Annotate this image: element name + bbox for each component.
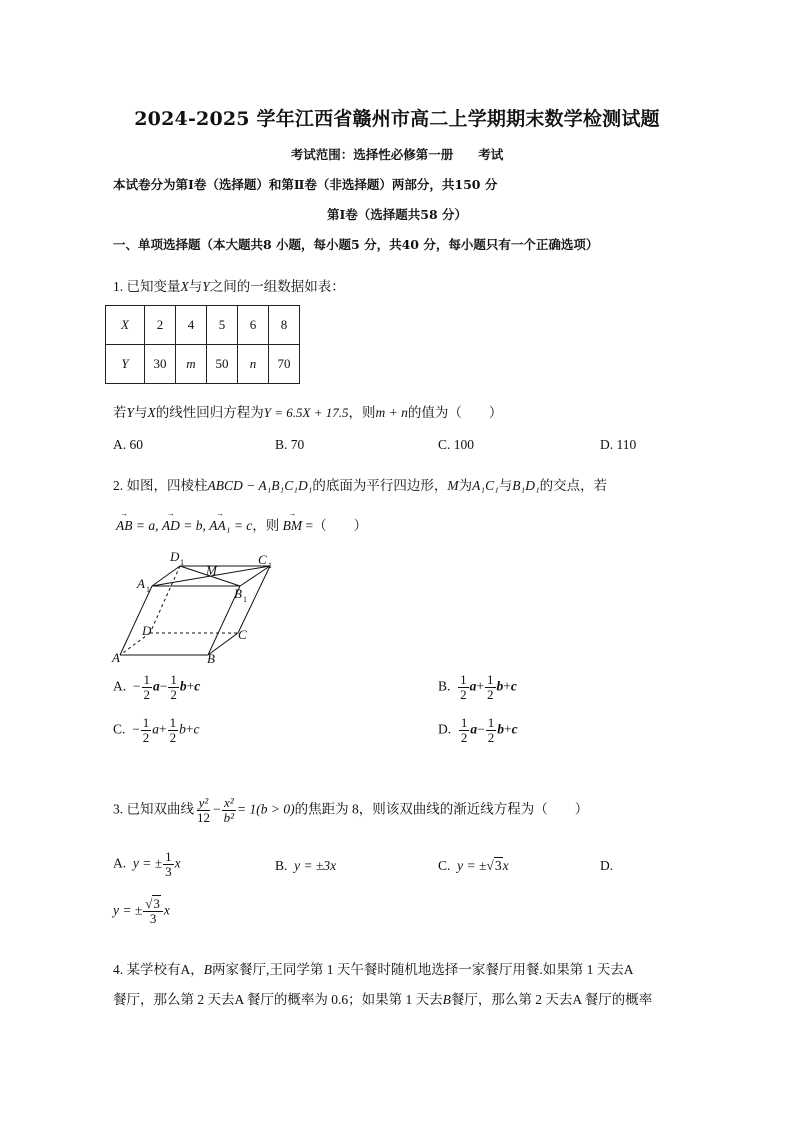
label-a1: A [137, 576, 145, 591]
part1-title: 第Ⅰ卷（选择题共58 分） [326, 207, 468, 222]
q2-option-a[interactable]: A. − $\frac{1}{2}$ a− $\frac{1}{2}$ b+c [113, 672, 201, 702]
label-c: C [238, 627, 247, 642]
q3-option-c[interactable]: C. y = ±√3x [438, 858, 509, 873]
q1-option-d[interactable]: D. 110 [600, 437, 637, 452]
table-cell: 8 [269, 306, 300, 345]
table-cell: 70 [269, 345, 300, 384]
table-cell: X [106, 306, 145, 345]
q1-data-table [105, 305, 300, 384]
label-b1: B [234, 586, 242, 601]
svg-text:1: 1 [180, 558, 184, 567]
q1-option-a[interactable]: A. 60 [113, 437, 143, 452]
q4-stem-line2: 餐厅，那么第 2 天去A 餐厅的概率为 0.6；如果第 1 天去B餐厅，那么第 2 天去A 餐厅的概率 [113, 992, 653, 1007]
q2-option-b[interactable]: B. $\frac{1}{2}$ a+ $\frac{1}{2}$ b+c [438, 672, 517, 702]
table-cell: 6 [238, 306, 269, 345]
q3-option-a[interactable]: A. y = ± $\frac{1}{3}$ x [113, 849, 181, 879]
svg-text:1: 1 [268, 561, 272, 570]
table-cell: n [238, 345, 269, 384]
table-cell: 2 [145, 306, 176, 345]
q1-option-b[interactable]: B. 70 [275, 437, 305, 452]
q3-option-d-label[interactable]: D. [600, 858, 614, 873]
table-cell: 5 [207, 306, 238, 345]
table-cell: 50 [207, 345, 238, 384]
regression-equation: Y = 6.5X + 17.5 [263, 405, 349, 420]
q3-stem: 3. 已知双曲线 $\frac{\text{y²}}{12}$ − $\frac{\text{x²}}{\text{b²}}$ = 1(b > 0)的焦距为 8，则该双曲线的渐近线方程为（ ） [113, 795, 589, 825]
q1-option-c[interactable]: C. 100 [438, 437, 475, 452]
label-a: A [112, 650, 120, 665]
prism-figure [110, 545, 285, 670]
exam-intro: 本试卷分为第Ⅰ卷（选择题）和第Ⅱ卷（非选择题）两部分，共150 分 [113, 177, 498, 192]
q1-condition: 若Y与X的线性回归方程为Y = 6.5X + 17.5，则m + n的值为（ ） [113, 405, 503, 420]
q2-vector-definitions: → AB = a, → AD = b, → AA₁ = c，则 → BM =（ ） [116, 509, 368, 533]
section1-title: 一、单项选择题（本大题共8 小题，每小题5 分，共40 分，每小题只有一个正确选项） [113, 237, 599, 252]
table-cell: Y [106, 345, 145, 384]
q1-stem: 1. 已知变量X与Y之间的一组数据如表： [113, 279, 345, 294]
svg-text:1: 1 [243, 595, 247, 604]
exam-scope: 考试范围：选择性必修第一册 考试 [290, 147, 504, 162]
label-b: B [207, 651, 215, 666]
svg-text:1: 1 [146, 585, 150, 594]
table-cell: m [176, 345, 207, 384]
label-d1: D [170, 549, 180, 564]
q2-stem: 2. 如图，四棱柱ABCD − A₁B₁C₁D₁的底面为平行四边形，M为A₁C₁与B₁D₁的交点，若 [113, 478, 608, 493]
page-title: 2024-2025 学年江西省赣州市高二上学期期末数学检测试题 [134, 108, 660, 130]
table-row [106, 306, 300, 345]
label-c1: C [258, 552, 267, 567]
label-m: M [206, 563, 217, 578]
table-cell: 4 [176, 306, 207, 345]
q4-stem-line1: 4. 某学校有A，B两家餐厅,王同学第 1 天午餐时随机地选择一家餐厅用餐.如果第 1 天去A [113, 962, 634, 977]
label-d: D [142, 623, 152, 638]
table-row [106, 345, 300, 384]
q3-option-b[interactable]: B. y = ±3x [275, 858, 337, 873]
q3-option-d[interactable]: y = ± $\frac{√3}{3}$ x [113, 896, 170, 926]
q2-option-c[interactable]: C. − $\frac{1}{2}$ a+ $\frac{1}{2}$ b+c [113, 715, 200, 745]
q2-option-d[interactable]: D. $\frac{1}{2}$ a− $\frac{1}{2}$ b+c [438, 715, 518, 745]
table-cell: 30 [145, 345, 176, 384]
